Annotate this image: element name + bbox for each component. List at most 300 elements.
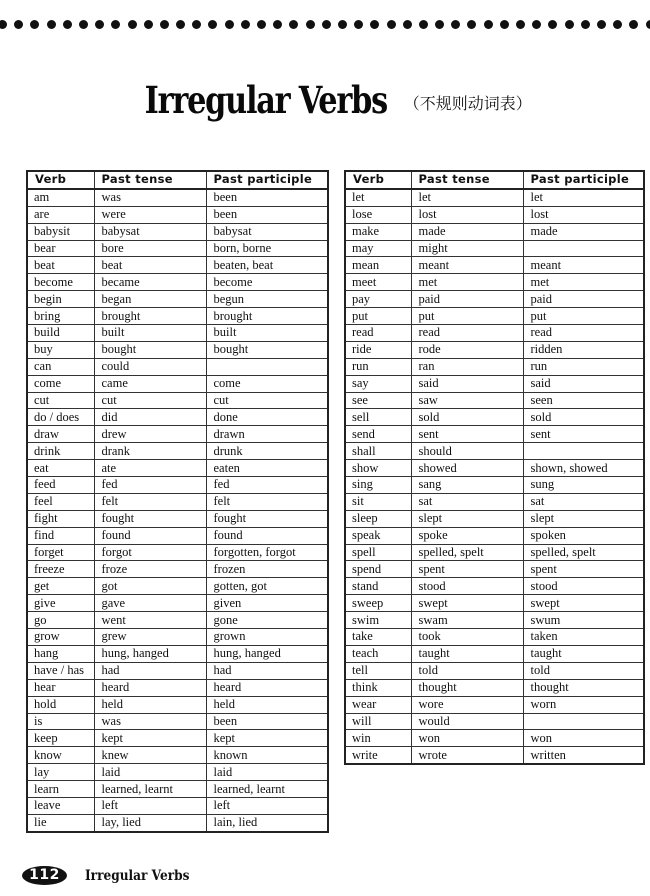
past-participle-cell: sent xyxy=(523,426,644,443)
past-participle-cell: sold xyxy=(523,409,644,426)
verb-cell: run xyxy=(345,358,411,375)
verb-cell: cut xyxy=(27,392,94,409)
dot xyxy=(273,20,282,29)
table-row xyxy=(345,612,644,629)
dot xyxy=(30,20,39,29)
table-row xyxy=(27,713,328,730)
past-tense-cell: spoke xyxy=(411,527,523,544)
table-row xyxy=(27,460,328,477)
verb-cell: put xyxy=(345,308,411,325)
past-participle-cell: gotten, got xyxy=(206,578,328,595)
dot xyxy=(225,20,234,29)
verb-cell: may xyxy=(345,240,411,257)
past-participle-cell: let xyxy=(523,189,644,206)
dot xyxy=(192,20,201,29)
dot xyxy=(370,20,379,29)
table-row xyxy=(27,561,328,578)
verb-table-left xyxy=(26,170,329,833)
past-tense-cell: sent xyxy=(411,426,523,443)
table-row xyxy=(27,358,328,375)
verb-cell: forget xyxy=(27,544,94,561)
verb-cell: have / has xyxy=(27,662,94,679)
past-participle-cell: born, borne xyxy=(206,240,328,257)
table-row xyxy=(27,814,328,831)
past-participle-cell: held xyxy=(206,696,328,713)
column-header-past-tense: Past tense xyxy=(94,171,206,189)
dot xyxy=(257,20,266,29)
verb-cell: will xyxy=(345,713,411,730)
verb-cell: go xyxy=(27,612,94,629)
past-tense-cell: should xyxy=(411,443,523,460)
table-row xyxy=(345,679,644,696)
past-tense-cell: built xyxy=(94,325,206,342)
dot xyxy=(451,20,460,29)
table-row xyxy=(27,493,328,510)
dot xyxy=(532,20,541,29)
past-tense-cell: wore xyxy=(411,696,523,713)
table-row xyxy=(27,206,328,223)
verb-cell: sweep xyxy=(345,595,411,612)
dot xyxy=(548,20,557,29)
table-row xyxy=(27,308,328,325)
verb-cell: show xyxy=(345,460,411,477)
past-tense-cell: came xyxy=(94,375,206,392)
past-tense-cell: laid xyxy=(94,764,206,781)
past-participle-cell: run xyxy=(523,358,644,375)
past-participle-cell: brought xyxy=(206,308,328,325)
past-participle-cell: seen xyxy=(523,392,644,409)
table-row xyxy=(345,308,644,325)
table-row xyxy=(27,257,328,274)
past-tense-cell: cut xyxy=(94,392,206,409)
past-tense-cell: became xyxy=(94,274,206,291)
past-participle-cell: sung xyxy=(523,477,644,494)
table-row xyxy=(345,223,644,240)
past-participle-cell: put xyxy=(523,308,644,325)
past-tense-cell: lay, lied xyxy=(94,814,206,831)
past-tense-cell: spelled, spelt xyxy=(411,544,523,561)
verb-cell: drink xyxy=(27,443,94,460)
page-header xyxy=(0,78,650,122)
past-tense-cell: could xyxy=(94,358,206,375)
past-tense-cell: read xyxy=(411,325,523,342)
past-participle-cell: written xyxy=(523,747,644,764)
past-participle-cell: grown xyxy=(206,629,328,646)
past-tense-cell: hung, hanged xyxy=(94,645,206,662)
verb-cell: think xyxy=(345,679,411,696)
column-header-past-tense: Past tense xyxy=(411,171,523,189)
past-participle-cell: meant xyxy=(523,257,644,274)
dot xyxy=(14,20,23,29)
table-row xyxy=(345,375,644,392)
verb-cell: win xyxy=(345,730,411,747)
table-row xyxy=(345,493,644,510)
past-participle-cell: kept xyxy=(206,730,328,747)
verb-cell: spell xyxy=(345,544,411,561)
table-row xyxy=(27,510,328,527)
verb-cell: keep xyxy=(27,730,94,747)
table-row xyxy=(27,409,328,426)
past-participle-cell: spoken xyxy=(523,527,644,544)
dot xyxy=(467,20,476,29)
past-tense-cell: taught xyxy=(411,645,523,662)
past-participle-cell: taken xyxy=(523,629,644,646)
dot xyxy=(0,20,7,29)
past-tense-cell: sang xyxy=(411,477,523,494)
verb-cell: say xyxy=(345,375,411,392)
past-participle-cell: won xyxy=(523,730,644,747)
table-row xyxy=(27,274,328,291)
verb-cell: feed xyxy=(27,477,94,494)
verb-cell: let xyxy=(345,189,411,206)
table-row xyxy=(345,460,644,477)
past-participle-cell: beaten, beat xyxy=(206,257,328,274)
verb-cell: can xyxy=(27,358,94,375)
past-participle-cell: slept xyxy=(523,510,644,527)
verb-cell: eat xyxy=(27,460,94,477)
past-tense-cell: fed xyxy=(94,477,206,494)
verb-cell: meet xyxy=(345,274,411,291)
dot xyxy=(403,20,412,29)
past-participle-cell: built xyxy=(206,325,328,342)
past-tense-cell: put xyxy=(411,308,523,325)
past-tense-cell: grew xyxy=(94,629,206,646)
page-footer xyxy=(22,866,201,885)
past-participle-cell: met xyxy=(523,274,644,291)
table-row xyxy=(27,645,328,662)
past-participle-cell: eaten xyxy=(206,460,328,477)
verb-cell: buy xyxy=(27,341,94,358)
verb-cell: write xyxy=(345,747,411,764)
table-row xyxy=(27,696,328,713)
past-tense-cell: got xyxy=(94,578,206,595)
table-row xyxy=(27,240,328,257)
verb-cell: speak xyxy=(345,527,411,544)
past-tense-cell: ran xyxy=(411,358,523,375)
table-row xyxy=(27,781,328,798)
table-row xyxy=(27,544,328,561)
dot xyxy=(581,20,590,29)
past-participle-cell: thought xyxy=(523,679,644,696)
verb-cell: are xyxy=(27,206,94,223)
past-tense-cell: kept xyxy=(94,730,206,747)
past-participle-cell: laid xyxy=(206,764,328,781)
past-participle-cell: spent xyxy=(523,561,644,578)
verb-cell: read xyxy=(345,325,411,342)
verb-cell: know xyxy=(27,747,94,764)
dot xyxy=(47,20,56,29)
verb-cell: tell xyxy=(345,662,411,679)
table-row xyxy=(345,274,644,291)
past-participle-cell: forgotten, forgot xyxy=(206,544,328,561)
table-row xyxy=(345,662,644,679)
past-participle-cell: sat xyxy=(523,493,644,510)
dot xyxy=(354,20,363,29)
table-header-row xyxy=(27,171,328,189)
dot xyxy=(95,20,104,29)
verb-cell: hear xyxy=(27,679,94,696)
verb-cell: swim xyxy=(345,612,411,629)
past-participle-cell xyxy=(523,443,644,460)
verb-cell: bring xyxy=(27,308,94,325)
past-tense-cell: had xyxy=(94,662,206,679)
past-participle-cell: babysat xyxy=(206,223,328,240)
past-participle-cell: worn xyxy=(523,696,644,713)
verb-cell: mean xyxy=(345,257,411,274)
table-row xyxy=(345,578,644,595)
dot xyxy=(646,20,650,29)
table-row xyxy=(27,612,328,629)
column-header-past-participle: Past participle xyxy=(206,171,328,189)
table-row xyxy=(345,392,644,409)
dot xyxy=(111,20,120,29)
past-tense-cell: drew xyxy=(94,426,206,443)
verb-cell: fight xyxy=(27,510,94,527)
past-participle-cell: lost xyxy=(523,206,644,223)
footer-section-title: Irregular Verbs xyxy=(85,867,190,884)
table-row xyxy=(27,189,328,206)
dot xyxy=(176,20,185,29)
past-tense-cell: fought xyxy=(94,510,206,527)
table-row xyxy=(345,713,644,730)
past-participle-cell: had xyxy=(206,662,328,679)
dot xyxy=(387,20,396,29)
verb-cell: is xyxy=(27,713,94,730)
verb-cell: make xyxy=(345,223,411,240)
table-row xyxy=(345,358,644,375)
table-row xyxy=(345,544,644,561)
table-row xyxy=(27,578,328,595)
past-participle-cell: shown, showed xyxy=(523,460,644,477)
verb-cell: get xyxy=(27,578,94,595)
verb-cell: stand xyxy=(345,578,411,595)
past-participle-cell: paid xyxy=(523,291,644,308)
past-participle-cell: left xyxy=(206,797,328,814)
past-participle-cell: lain, lied xyxy=(206,814,328,831)
past-participle-cell: hung, hanged xyxy=(206,645,328,662)
past-participle-cell: frozen xyxy=(206,561,328,578)
past-participle-cell: swept xyxy=(523,595,644,612)
past-participle-cell: fought xyxy=(206,510,328,527)
past-tense-cell: slept xyxy=(411,510,523,527)
past-tense-cell: meant xyxy=(411,257,523,274)
verb-cell: give xyxy=(27,595,94,612)
past-tense-cell: swam xyxy=(411,612,523,629)
verb-cell: ride xyxy=(345,341,411,358)
past-participle-cell: found xyxy=(206,527,328,544)
dotted-border xyxy=(0,20,650,34)
table-row xyxy=(345,426,644,443)
verb-cell: teach xyxy=(345,645,411,662)
verb-cell: sit xyxy=(345,493,411,510)
table-row xyxy=(27,291,328,308)
past-tense-cell: learned, learnt xyxy=(94,781,206,798)
past-tense-cell: won xyxy=(411,730,523,747)
dot xyxy=(306,20,315,29)
verb-cell: beat xyxy=(27,257,94,274)
past-tense-cell: were xyxy=(94,206,206,223)
past-tense-cell: bought xyxy=(94,341,206,358)
verb-cell: take xyxy=(345,629,411,646)
table-row xyxy=(27,223,328,240)
dot xyxy=(597,20,606,29)
verb-cell: babysit xyxy=(27,223,94,240)
past-tense-cell: went xyxy=(94,612,206,629)
past-tense-cell: lost xyxy=(411,206,523,223)
past-tense-cell: thought xyxy=(411,679,523,696)
past-participle-cell: begun xyxy=(206,291,328,308)
past-participle-cell: been xyxy=(206,206,328,223)
table-row xyxy=(345,696,644,713)
dot xyxy=(435,20,444,29)
table-row xyxy=(345,561,644,578)
verb-cell: lay xyxy=(27,764,94,781)
table-row xyxy=(345,341,644,358)
verb-cell: lose xyxy=(345,206,411,223)
past-participle-cell xyxy=(523,240,644,257)
dot xyxy=(500,20,509,29)
verb-cell: shall xyxy=(345,443,411,460)
table-row xyxy=(27,392,328,409)
table-header-row xyxy=(345,171,644,189)
past-participle-cell: known xyxy=(206,747,328,764)
past-participle-cell: fed xyxy=(206,477,328,494)
past-participle-cell: read xyxy=(523,325,644,342)
table-row xyxy=(345,730,644,747)
past-tense-cell: brought xyxy=(94,308,206,325)
table-row xyxy=(345,477,644,494)
dot xyxy=(128,20,137,29)
verb-cell: do / does xyxy=(27,409,94,426)
dot xyxy=(613,20,622,29)
page-subtitle: （不规则动词表） xyxy=(403,94,532,113)
past-tense-cell: gave xyxy=(94,595,206,612)
past-tense-cell: told xyxy=(411,662,523,679)
past-participle-cell: drawn xyxy=(206,426,328,443)
table-row xyxy=(27,375,328,392)
past-tense-cell: babysat xyxy=(94,223,206,240)
table-row xyxy=(27,764,328,781)
table-row xyxy=(345,409,644,426)
verb-cell: feel xyxy=(27,493,94,510)
past-participle-cell: told xyxy=(523,662,644,679)
table-row xyxy=(345,257,644,274)
past-participle-cell: felt xyxy=(206,493,328,510)
past-tense-cell: left xyxy=(94,797,206,814)
table-row xyxy=(27,443,328,460)
table-row xyxy=(27,629,328,646)
past-tense-cell: might xyxy=(411,240,523,257)
past-participle-cell: swum xyxy=(523,612,644,629)
table-row xyxy=(27,747,328,764)
verb-cell: send xyxy=(345,426,411,443)
table-row xyxy=(345,206,644,223)
verb-cell: begin xyxy=(27,291,94,308)
verb-cell: come xyxy=(27,375,94,392)
verb-cell: pay xyxy=(345,291,411,308)
past-participle-cell: stood xyxy=(523,578,644,595)
past-participle-cell: bought xyxy=(206,341,328,358)
past-tense-cell: sat xyxy=(411,493,523,510)
past-participle-cell: cut xyxy=(206,392,328,409)
table-row xyxy=(345,629,644,646)
past-tense-cell: held xyxy=(94,696,206,713)
table-row xyxy=(345,291,644,308)
table-row xyxy=(345,189,644,206)
dot xyxy=(322,20,331,29)
past-tense-cell: showed xyxy=(411,460,523,477)
past-participle-cell: made xyxy=(523,223,644,240)
past-tense-cell: heard xyxy=(94,679,206,696)
verb-table-right xyxy=(344,170,645,765)
past-tense-cell: bore xyxy=(94,240,206,257)
past-tense-cell: wrote xyxy=(411,747,523,764)
table-row xyxy=(27,426,328,443)
past-participle-cell: done xyxy=(206,409,328,426)
table-row xyxy=(345,747,644,764)
dot xyxy=(208,20,217,29)
table-row xyxy=(27,341,328,358)
past-tense-cell: froze xyxy=(94,561,206,578)
dot xyxy=(338,20,347,29)
verb-cell: hang xyxy=(27,645,94,662)
past-participle-cell: come xyxy=(206,375,328,392)
verb-cell: grow xyxy=(27,629,94,646)
page-title: Irregular Verbs xyxy=(144,78,388,122)
past-tense-cell: found xyxy=(94,527,206,544)
past-tense-cell: drank xyxy=(94,443,206,460)
past-tense-cell: knew xyxy=(94,747,206,764)
table-row xyxy=(345,645,644,662)
verb-cell: become xyxy=(27,274,94,291)
verb-cell: lie xyxy=(27,814,94,831)
column-header-verb: Verb xyxy=(345,171,411,189)
past-tense-cell: stood xyxy=(411,578,523,595)
dot xyxy=(419,20,428,29)
past-tense-cell: made xyxy=(411,223,523,240)
dot xyxy=(629,20,638,29)
verb-cell: sing xyxy=(345,477,411,494)
past-participle-cell xyxy=(206,358,328,375)
dot xyxy=(63,20,72,29)
past-tense-cell: did xyxy=(94,409,206,426)
past-tense-cell: rode xyxy=(411,341,523,358)
dot xyxy=(484,20,493,29)
verb-cell: learn xyxy=(27,781,94,798)
table-row xyxy=(345,325,644,342)
verb-cell: find xyxy=(27,527,94,544)
past-tense-cell: said xyxy=(411,375,523,392)
table-row xyxy=(27,662,328,679)
verb-cell: spend xyxy=(345,561,411,578)
dot xyxy=(79,20,88,29)
past-participle-cell: ridden xyxy=(523,341,644,358)
table-row xyxy=(27,679,328,696)
past-tense-cell: beat xyxy=(94,257,206,274)
dot xyxy=(160,20,169,29)
column-header-verb: Verb xyxy=(27,171,94,189)
past-participle-cell: been xyxy=(206,713,328,730)
past-participle-cell: taught xyxy=(523,645,644,662)
past-participle-cell: said xyxy=(523,375,644,392)
past-tense-cell: paid xyxy=(411,291,523,308)
table-row xyxy=(27,325,328,342)
past-tense-cell: met xyxy=(411,274,523,291)
table-row xyxy=(27,477,328,494)
verb-cell: leave xyxy=(27,797,94,814)
table-row xyxy=(345,510,644,527)
past-participle-cell: given xyxy=(206,595,328,612)
